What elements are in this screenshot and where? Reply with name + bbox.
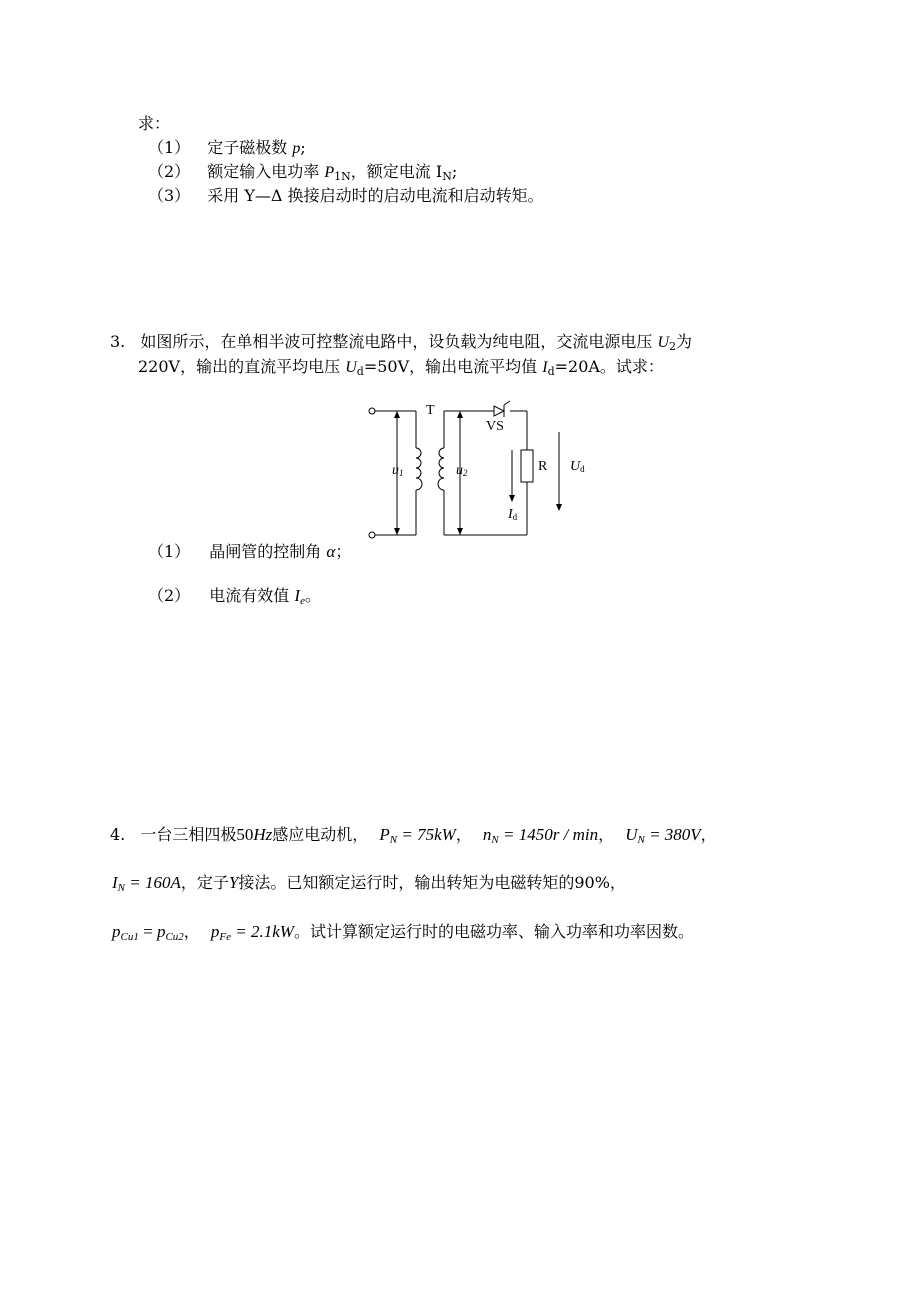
q4-in: I xyxy=(112,873,118,892)
q3-part-1 xyxy=(148,542,351,562)
q4-number: 4. xyxy=(110,825,126,844)
q4-line2 xyxy=(112,873,626,898)
q2-part-2-num: （2） xyxy=(148,162,191,181)
label-R: R xyxy=(538,459,548,474)
q3-part-2-sub: e xyxy=(300,595,305,607)
q2-intro: 求： xyxy=(138,114,171,133)
label-Ud: Ud xyxy=(570,459,585,474)
q3-line2 xyxy=(138,357,664,382)
q4-pfe: p xyxy=(210,922,220,941)
label-u2: u2 xyxy=(456,463,468,478)
q3-id-sub: d xyxy=(547,365,555,378)
q4-un-val: = 380V xyxy=(644,825,701,844)
q3-line1-end: 为 xyxy=(676,332,693,351)
q4-nn: n xyxy=(482,825,492,844)
q2-part-2-mid: ，额定电流 I xyxy=(350,162,443,181)
q2-part-2-mid-sub: N xyxy=(442,170,452,183)
id-arrow-head xyxy=(509,495,515,502)
q4-un-sub: N xyxy=(637,834,645,846)
q4-line1 xyxy=(110,825,717,850)
label-VS: VS xyxy=(486,419,504,434)
q4-l1-a: 一台三相四极 xyxy=(140,825,237,844)
q4-sep-3: ， xyxy=(700,825,717,844)
q3-line2-b: =50V，输出电流平均值 xyxy=(363,357,538,376)
q2-part-1-num: （1） xyxy=(148,138,191,157)
q4-freq: 50 xyxy=(236,825,254,844)
q4-pn-sub: N xyxy=(389,834,398,846)
q4-l3-b: 。试计算额定运行时的电磁功率、输入功率和功率因数。 xyxy=(293,922,694,941)
label-Id: Id xyxy=(508,507,518,522)
q4-pcu1: p xyxy=(112,922,121,941)
q3-part-2-var: I xyxy=(294,586,301,605)
u2-arrow-head xyxy=(457,528,463,535)
q2-part-2-text: 额定输入电功率 xyxy=(207,162,320,181)
q3-line2-a: 220V，输出的直流平均电压 xyxy=(138,357,341,376)
q3-line1 xyxy=(110,332,692,357)
q3-line1-text: 如图所示，在单相半波可控整流电路中，设负载为纯电阻，交流电源电压 xyxy=(140,332,653,351)
q4-pcu2-sub: Cu2 xyxy=(165,931,184,943)
label-u1: u1 xyxy=(392,463,404,478)
u2-arrow-tail-head xyxy=(457,411,463,418)
q4-l2-a: ，定子 xyxy=(180,873,229,892)
q4-nn-sub: N xyxy=(491,834,499,846)
q3-part-1-end: ； xyxy=(335,542,352,561)
q3-ud-sub: d xyxy=(356,365,364,378)
u1-arrow-tail-head xyxy=(394,411,400,418)
q3-line2-c: =20A。试求： xyxy=(554,357,664,376)
primary-coil xyxy=(416,448,422,490)
q4-in-val: = 160A xyxy=(125,873,181,892)
q4-l2-b: 接法。已知额定运行时，输出转矩为电磁转矩的90%， xyxy=(238,873,626,892)
q3-part-1-num: （1） xyxy=(148,542,191,561)
thyristor-symbol xyxy=(494,406,504,416)
q4-l1-b: 感应电动机， xyxy=(272,825,369,844)
label-T: T xyxy=(426,403,435,418)
q4-pn: P xyxy=(379,825,390,844)
q2-part-3-num: （3） xyxy=(148,186,191,205)
q3-part-1-var: α xyxy=(326,542,336,561)
q4-pcu2: p xyxy=(156,922,166,941)
q4-sep-4: ， xyxy=(183,922,200,941)
q3-number: 3. xyxy=(110,332,126,351)
q3-ud-var: U xyxy=(345,359,357,376)
q4-pfe-val: = 2.1kW xyxy=(231,922,294,941)
q3-part-1-text: 晶闸管的控制角 xyxy=(209,542,322,561)
q3-part-2-end: 。 xyxy=(304,586,321,605)
ud-arrow-head xyxy=(556,504,562,511)
q2-part-1-text: 定子磁极数 xyxy=(207,138,288,157)
q3-u2-sub: 2 xyxy=(669,340,677,353)
q2-part-3-text: 采用 Y—Δ 换接启动时的启动电流和启动转矩。 xyxy=(207,186,544,205)
q4-un: U xyxy=(625,825,638,844)
q2-part-1 xyxy=(148,138,306,159)
terminal-bottom xyxy=(369,532,375,538)
q4-sep-2: ， xyxy=(598,825,615,844)
q4-pn-val: = 75kW xyxy=(397,825,456,844)
q4-sep-1: ， xyxy=(455,825,472,844)
q4-pcu1-sub: Cu1 xyxy=(120,931,139,943)
q2-part-1-var: p xyxy=(292,140,301,157)
q4-nn-val: = 1450r / min xyxy=(498,825,599,844)
q3-id-var: I xyxy=(542,359,548,376)
q3-part-2-num: （2） xyxy=(148,586,191,605)
q4-eq: = xyxy=(138,922,157,941)
q3-part-2 xyxy=(148,586,321,611)
resistor-symbol xyxy=(521,450,533,482)
q4-hz: Hz xyxy=(253,825,273,844)
q2-part-1-end: ; xyxy=(300,138,306,157)
q4-in-sub: N xyxy=(117,882,126,894)
terminal-top xyxy=(369,408,375,414)
q2-part-2-var: P xyxy=(324,164,335,181)
q3-part-2-text: 电流有效值 xyxy=(209,586,290,605)
q4-y: Y xyxy=(228,873,239,892)
u1-arrow-head xyxy=(394,528,400,535)
q2-part-3 xyxy=(148,186,544,206)
q2-part-2 xyxy=(148,162,457,187)
rectifier-circuit-diagram xyxy=(360,398,600,546)
q3-u2-var: U xyxy=(657,334,670,351)
q4-line3 xyxy=(112,922,694,947)
q2-part-2-var-sub: 1N xyxy=(334,170,351,183)
q2-part-2-end: ; xyxy=(451,162,458,181)
secondary-coil xyxy=(438,448,444,490)
q4-pfe-sub: Fe xyxy=(219,931,231,943)
